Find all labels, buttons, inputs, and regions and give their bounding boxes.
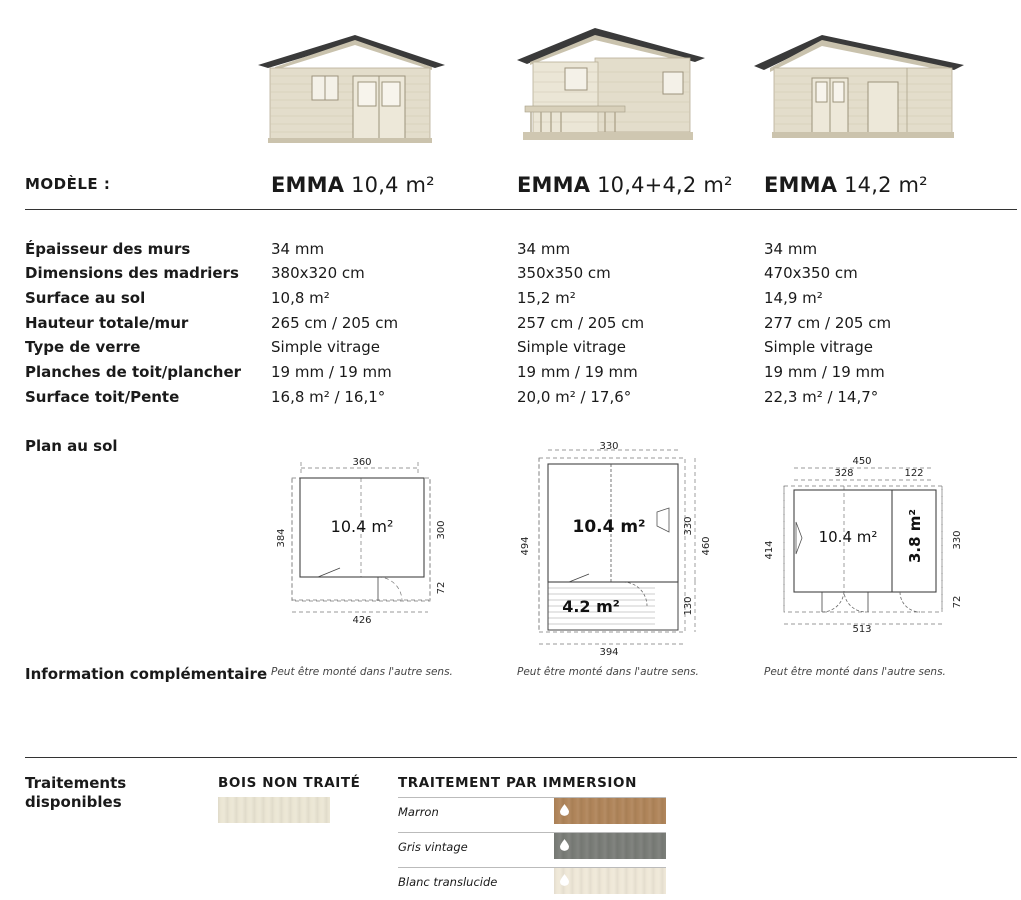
spec-value: Simple vitrage xyxy=(764,338,874,356)
spec-row-dimensions xyxy=(0,264,1021,286)
house-emma-10-terrace-image xyxy=(515,10,725,165)
plan-room-area: 10.4 m² xyxy=(818,528,878,546)
untreated-title: BOIS NON TRAITÉ xyxy=(218,775,361,791)
spec-value: 10,8 m² xyxy=(271,289,330,307)
droplet-icon xyxy=(560,804,569,816)
spec-value: 20,0 m² / 17,6° xyxy=(517,388,632,406)
model-title-3 xyxy=(764,173,928,197)
model-title-1 xyxy=(271,173,435,197)
model-header-label: MODÈLE : xyxy=(25,175,111,193)
treatments-label xyxy=(25,774,126,812)
treatment-swatch xyxy=(554,833,666,859)
floor-plan-emma-14 xyxy=(760,452,975,635)
spec-label: Surface au sol xyxy=(25,289,146,307)
info-note: Peut être monté dans l'autre sens. xyxy=(271,666,453,678)
treatment-swatch xyxy=(554,798,666,824)
treatment-option-gris-vintage xyxy=(398,832,666,863)
house-emma-10-image xyxy=(250,10,460,165)
spec-value: 14,9 m² xyxy=(764,289,823,307)
droplet-icon xyxy=(560,874,569,886)
spec-value: 257 cm / 205 cm xyxy=(517,314,645,332)
plan-dimension: 360 xyxy=(352,457,372,468)
plan-dimension: 494 xyxy=(520,536,531,556)
spec-label: Hauteur totale/mur xyxy=(25,314,189,332)
floor-plan-emma-10-terrace xyxy=(515,436,725,658)
immersion-title: TRAITEMENT PAR IMMERSION xyxy=(398,775,637,791)
spec-label: Planches de toit/plancher xyxy=(25,363,242,381)
plan-dimension: 72 xyxy=(436,581,447,595)
spec-value: Simple vitrage xyxy=(517,338,627,356)
plan-dimension: 122 xyxy=(904,468,924,479)
treatments-divider xyxy=(25,757,1017,758)
model-name: EMMA xyxy=(517,173,591,197)
model-area: 14,2 m² xyxy=(844,173,928,197)
spec-value: 15,2 m² xyxy=(517,289,576,307)
treatment-option-blanc-translucide xyxy=(398,867,666,898)
spec-value: 350x350 cm xyxy=(517,264,611,282)
spec-row-floor-area xyxy=(0,289,1021,311)
model-area: 10,4 m² xyxy=(351,173,435,197)
spec-row-roof xyxy=(0,388,1021,410)
spec-value: 34 mm xyxy=(764,240,818,258)
info-note: Peut être monté dans l'autre sens. xyxy=(517,666,699,678)
spec-row-glass xyxy=(0,338,1021,360)
floor-plan-emma-10 xyxy=(270,450,470,630)
plan-terrace-area: 4.2 m² xyxy=(562,597,620,616)
spec-value: 19 mm / 19 mm xyxy=(764,363,885,381)
spec-value: 19 mm / 19 mm xyxy=(517,363,638,381)
info-label: Information complémentaire xyxy=(25,665,268,683)
spec-label: Surface toit/Pente xyxy=(25,388,180,406)
spec-value: 380x320 cm xyxy=(271,264,365,282)
plan-dimension: 394 xyxy=(599,647,619,658)
plan-room-area: 10.4 m² xyxy=(330,517,394,536)
spec-label: Type de verre xyxy=(25,338,141,356)
model-name: EMMA xyxy=(271,173,345,197)
plan-dimension: 384 xyxy=(276,528,287,548)
spec-row-boards xyxy=(0,363,1021,385)
spec-value: Simple vitrage xyxy=(271,338,381,356)
plan-dimension: 460 xyxy=(701,536,712,556)
treatment-name: Blanc translucide xyxy=(398,875,498,889)
plan-room-area: 10.4 m² xyxy=(572,517,646,537)
treatments-label-line: disponibles xyxy=(25,793,122,811)
spec-value: 265 cm / 205 cm xyxy=(271,314,399,332)
plan-dimension: 330 xyxy=(599,441,619,452)
house-emma-14-image xyxy=(752,10,962,165)
spec-value: 16,8 m² / 16,1° xyxy=(271,388,386,406)
plan-room2-area: 3.8 m² xyxy=(906,509,924,563)
spec-value: 34 mm xyxy=(271,240,325,258)
treatment-option-marron xyxy=(398,797,666,828)
floor-plan-label: Plan au sol xyxy=(25,437,118,455)
treatments-label-line: Traitements xyxy=(25,774,127,792)
spec-value: 277 cm / 205 cm xyxy=(764,314,892,332)
plan-dimension: 72 xyxy=(952,595,963,609)
plan-dimension: 330 xyxy=(952,530,963,550)
spec-label: Épaisseur des murs xyxy=(25,240,191,258)
model-name: EMMA xyxy=(764,173,838,197)
treatment-swatch xyxy=(554,868,666,894)
treatment-name: Gris vintage xyxy=(398,840,468,854)
spec-row-height xyxy=(0,314,1021,336)
spec-label: Dimensions des madriers xyxy=(25,264,239,282)
plan-dimension: 330 xyxy=(683,516,694,536)
spec-value: 22,3 m² / 14,7° xyxy=(764,388,879,406)
plan-dimension: 300 xyxy=(436,520,447,540)
info-note: Peut être monté dans l'autre sens. xyxy=(764,666,946,678)
plan-dimension: 426 xyxy=(352,615,372,626)
spec-value: 19 mm / 19 mm xyxy=(271,363,392,381)
spec-value: 34 mm xyxy=(517,240,571,258)
droplet-icon xyxy=(560,839,569,851)
spec-row-wall-thickness xyxy=(0,240,1021,262)
header-divider xyxy=(25,209,1017,210)
treatment-name: Marron xyxy=(398,805,439,819)
untreated-wood-swatch xyxy=(218,797,330,823)
plan-dimension: 414 xyxy=(764,540,775,560)
plan-dimension: 130 xyxy=(683,596,694,616)
plan-dimension: 513 xyxy=(852,624,872,635)
spec-value: 470x350 cm xyxy=(764,264,858,282)
model-title-2 xyxy=(517,173,733,197)
plan-dimension: 450 xyxy=(852,456,872,467)
plan-dimension: 328 xyxy=(834,468,854,479)
model-area: 10,4+4,2 m² xyxy=(597,173,733,197)
